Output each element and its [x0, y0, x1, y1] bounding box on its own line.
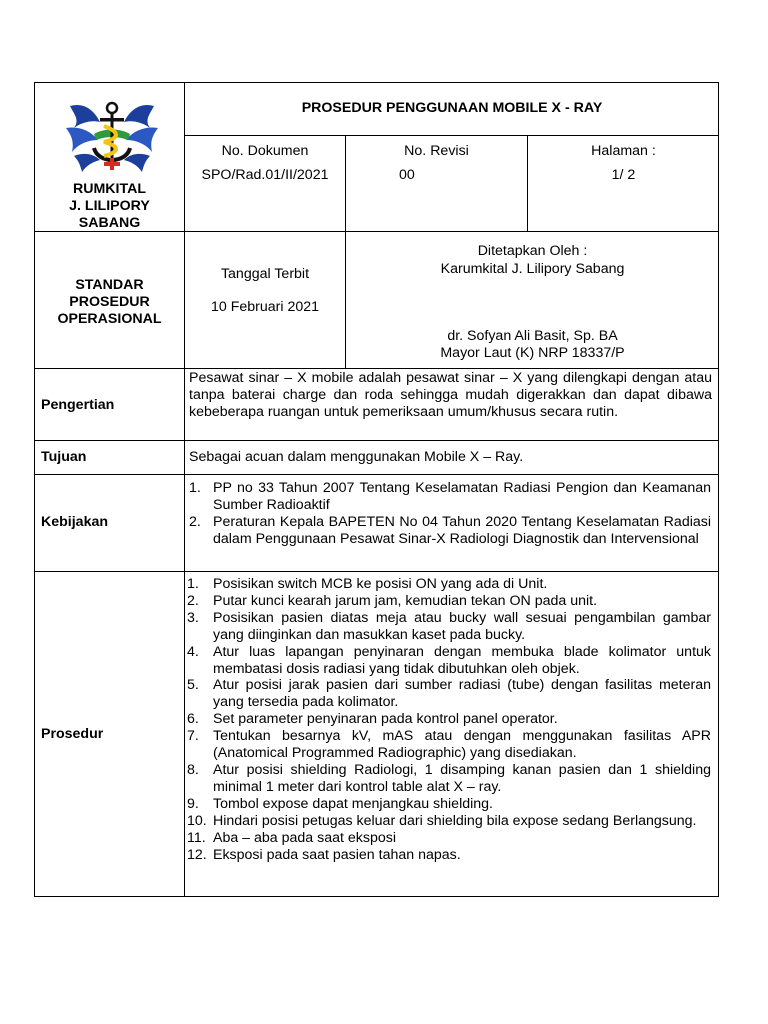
list-item-text: Eksposi pada saat pasien tahan napas. — [213, 846, 461, 863]
list-item-number: 11. — [187, 829, 206, 846]
page-value: 1/ 2 — [611, 167, 636, 183]
list-item-number: 5. — [187, 677, 199, 694]
institution-name-line: SABANG — [78, 215, 141, 231]
issue-date-value: 10 Februari 2021 — [210, 299, 320, 315]
list-item-text: Atur posisi shielding Radiologi, 1 disamping kanan pasien dan 1 shielding minimal 1 meter dari kontrol table alat X – ray. — [213, 761, 711, 795]
revision-value: 00 — [399, 167, 415, 183]
divider — [184, 135, 719, 136]
list-item-text: Posisikan pasien diatas meja atau bucky wall sesuai pengambilan gambar yang diinginkan dan masukkan kaset pada bucky. — [213, 609, 711, 643]
list-item-number: 7. — [187, 728, 199, 745]
list-item-number: 9. — [187, 795, 199, 812]
prosedur-list — [187, 576, 711, 863]
pengertian-text: Pesawat sinar – X mobile adalah pesawat sinar – X yang dilengkapi dengan atau tanpa baterai charge dan roda sehingga mudah digerakkan dan dapat dibawa kebeberapa ruangan untuk pemeriksaan umum/khusus secara rutin. — [189, 370, 712, 420]
issue-date-label: Tanggal Terbit — [220, 266, 310, 282]
list-item-text: Posisikan switch MCB ke posisi ON yang ada di Unit. — [213, 576, 548, 592]
list-item — [189, 514, 711, 548]
list-item-number: 2. — [187, 592, 199, 609]
institution-name-line: J. LILIPORY — [69, 198, 150, 214]
list-item — [189, 480, 711, 514]
signer-name: dr. Sofyan Ali Basit, Sp. BA — [447, 328, 618, 344]
doc-number-value: SPO/Rad.01/II/2021 — [201, 167, 329, 183]
list-item-text: Putar kunci kearah jarum jam, kemudian tekan ON pada unit. — [213, 592, 598, 609]
navy-hospital-emblem-icon — [64, 98, 160, 176]
list-item — [187, 813, 711, 830]
list-item-text: Set parameter penyinaran pada kontrol panel operator. — [213, 711, 558, 728]
list-item-number: 12. — [187, 846, 207, 863]
list-item-text: PP no 33 Tahun 2007 Tentang Keselamatan Radiasi Pengion dan Keamanan Sumber Radioaktif — [213, 480, 711, 513]
list-item — [187, 644, 711, 678]
doc-number-label: No. Dokumen — [221, 143, 309, 159]
document-title: PROSEDUR PENGGUNAAN MOBILE X - RAY — [301, 100, 603, 116]
list-item — [187, 830, 711, 847]
divider — [34, 571, 719, 572]
signer-rank: Mayor Laut (K) NRP 18337/P — [440, 345, 625, 361]
page-label: Halaman : — [591, 143, 656, 159]
list-item — [187, 847, 711, 864]
list-item-number: 2. — [189, 513, 201, 530]
divider — [184, 82, 185, 897]
list-item-text: Atur luas lapangan penyinaran dengan membuka blade kolimator untuk membatasi dosis radiasi yang tidak dibutuhkan oleh objek. — [213, 643, 711, 677]
list-item — [187, 677, 711, 711]
list-item — [187, 576, 711, 593]
pengertian-label: Pengertian — [41, 397, 115, 413]
list-item-text: Atur posisi jarak pasien dari sumber radiasi (tube) dengan fasilitas meteran yang tersedia pada kolimator. — [213, 677, 711, 711]
divider — [34, 368, 719, 369]
tujuan-text: Sebagai acuan dalam menggunakan Mobile X – Ray. — [189, 449, 524, 465]
list-item — [187, 711, 711, 728]
list-item-number: 8. — [187, 761, 199, 778]
list-item-text: Aba – aba pada saat eksposi — [213, 829, 396, 846]
list-item-number: 10. — [187, 812, 207, 829]
kebijakan-label: Kebijakan — [41, 514, 109, 530]
list-item — [187, 610, 711, 644]
list-item-number: 6. — [187, 711, 199, 728]
sop-label-line: OPERASIONAL — [57, 311, 162, 327]
list-item-number: 1. — [187, 576, 199, 592]
tujuan-label: Tujuan — [41, 449, 87, 465]
list-item-number: 4. — [187, 643, 199, 660]
list-item — [187, 728, 711, 762]
prosedur-label: Prosedur — [41, 726, 104, 742]
approved-by-title: Karumkital J. Lilipory Sabang — [440, 261, 625, 277]
list-item-text: Tentukan besarnya kV, mAS atau dengan menggunakan fasilitas APR (Anatomical Programmed Radiographic) yang disediakan. — [213, 728, 711, 762]
list-item-text: Tombol expose dapat menjangkau shielding. — [213, 795, 493, 812]
list-item-number: 1. — [189, 480, 201, 496]
institution-name-line: RUMKITAL — [72, 181, 147, 197]
list-item-text: Hindari posisi petugas keluar dari shielding bila expose sedang Berlangsung. — [213, 812, 697, 829]
divider — [34, 474, 719, 475]
list-item-text: Peraturan Kepala BAPETEN No 04 Tahun 2020 Tentang Keselamatan Radiasi dalam Penggunaan Pesawat Sinar-X Radiologi Diagnostik dan Intervensional — [213, 513, 711, 547]
kebijakan-list — [189, 480, 711, 548]
sop-label-line: PROSEDUR — [69, 294, 150, 310]
list-item-number: 3. — [187, 609, 199, 626]
list-item — [187, 796, 711, 813]
list-item — [187, 593, 711, 610]
sop-label-line: STANDAR — [75, 277, 144, 293]
divider — [34, 440, 719, 441]
approved-by-label: Ditetapkan Oleh : — [477, 243, 588, 259]
list-item — [187, 762, 711, 796]
revision-label: No. Revisi — [404, 143, 469, 159]
